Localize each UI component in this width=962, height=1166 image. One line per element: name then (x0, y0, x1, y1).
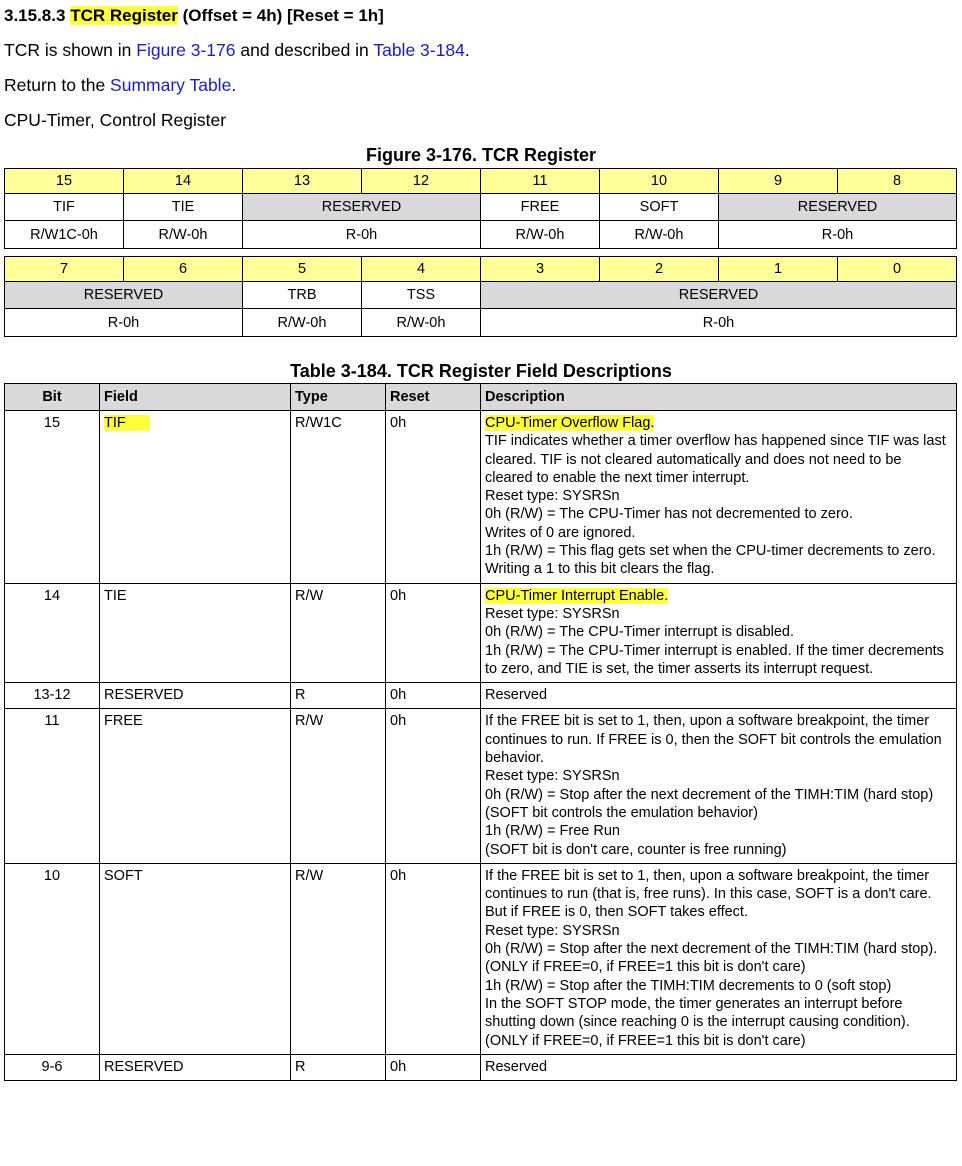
access-reserved: R-0h (719, 221, 957, 249)
bit-number: 5 (243, 257, 362, 282)
figure-caption: Figure 3-176. TCR Register (365, 145, 597, 165)
header-description: Description (481, 384, 957, 411)
cell-field: RESERVED (100, 1054, 291, 1080)
field-name-row (5, 194, 957, 221)
cell-type: R/W (291, 709, 386, 863)
field-free: FREE (481, 194, 600, 221)
table-row (5, 863, 957, 1054)
description-line: (ONLY if FREE=0, if FREE=1 this bit is don't care) (485, 1032, 806, 1049)
description-line: Reset type: SYSRSn (485, 605, 620, 622)
summary-table-link[interactable]: Summary Table (110, 75, 232, 95)
cell-reset: 0h (386, 1054, 481, 1080)
cell-field: RESERVED (100, 683, 291, 709)
return-text: Return to the (4, 75, 111, 95)
cell-bit: 9-6 (5, 1054, 100, 1080)
cell-field: TIE (100, 583, 291, 682)
access-tie: R/W-0h (124, 221, 243, 249)
table-row (5, 411, 957, 584)
cell-description (481, 583, 957, 682)
description-line: Reserved (485, 1058, 548, 1075)
field-highlight: TIF (104, 415, 150, 431)
cell-description (481, 411, 957, 584)
cell-field (100, 411, 291, 584)
register-name: TCR Register (70, 6, 178, 25)
access-row (5, 221, 957, 249)
description-highlight: CPU-Timer Overflow Flag. (485, 415, 655, 431)
table-row (5, 683, 957, 709)
return-line (4, 75, 236, 96)
cell-bit: 11 (5, 709, 100, 863)
cell-reset: 0h (386, 683, 481, 709)
description-line: 0h (R/W) = Stop after the next decrement of the TIMH:TIM (hard stop) (485, 786, 934, 803)
cell-bit: 10 (5, 863, 100, 1054)
cell-type: R/W (291, 863, 386, 1054)
field-description-table (4, 383, 957, 1081)
description-line: TIF indicates whether a timer overflow has happened since TIF was last cleared. TIF is not cleared automatically and does not need to be cleared to enable the next timer interrupt. (485, 433, 946, 486)
field-reserved: RESERVED (243, 194, 481, 221)
register-offset-reset: (Offset = 4h) [Reset = 1h] (182, 6, 384, 25)
table-caption: Table 3-184. TCR Register Field Descriptions (290, 361, 672, 381)
field-name-row (5, 282, 957, 309)
bit-number: 15 (5, 169, 124, 194)
cell-type: R/W1C (291, 411, 386, 584)
intro-text: TCR is shown in (4, 40, 137, 60)
field-soft: SOFT (600, 194, 719, 221)
header-field: Field (100, 384, 291, 411)
bit-number: 3 (481, 257, 600, 282)
description-line: If the FREE bit is set to 1, then, upon a software breakpoint, the timer continues to run. If FREE is 0, then the SOFT bit controls the emulation behavior. (485, 713, 942, 767)
table-row (5, 709, 957, 863)
table-header-row (5, 384, 957, 411)
field-reserved: RESERVED (5, 282, 243, 309)
description-line: Reset type: SYSRSn (485, 768, 620, 785)
register-diagram-upper (4, 168, 957, 249)
field-reserved: RESERVED (719, 194, 957, 221)
description-line: 1h (R/W) = Free Run (485, 823, 620, 840)
bit-number: 13 (243, 169, 362, 194)
access-reserved: R-0h (481, 309, 957, 337)
access-free: R/W-0h (481, 221, 600, 249)
access-tif: R/W1C-0h (5, 221, 124, 249)
table-row (5, 1054, 957, 1080)
bit-number: 6 (124, 257, 243, 282)
cell-description (481, 683, 957, 709)
header-bit: Bit (5, 384, 100, 411)
register-description: CPU-Timer, Control Register (4, 110, 227, 130)
section-number: 3.15.8.3 (4, 6, 66, 25)
description-line: (SOFT bit is don't care, counter is free running) (485, 841, 787, 858)
description-highlight: CPU-Timer Interrupt Enable. (485, 587, 669, 604)
cell-bit: 13-12 (5, 683, 100, 709)
cell-description (481, 863, 957, 1054)
return-text: . (231, 75, 237, 95)
access-row (5, 309, 957, 337)
cell-reset: 0h (386, 709, 481, 863)
description-line: In the SOFT STOP mode, the timer generates an interrupt before shutting down (since reaching 0 is the interrupt causing condition). (485, 995, 910, 1031)
cell-reset: 0h (386, 863, 481, 1054)
bit-number: 1 (719, 257, 838, 282)
cell-type: R (291, 683, 386, 709)
description-line: 1h (R/W) = Stop after the TIMH:TIM decrements to 0 (soft stop) (485, 977, 892, 994)
table-link[interactable]: Table 3-184 (373, 40, 465, 60)
bit-number-row (5, 257, 957, 282)
cell-field: SOFT (100, 863, 291, 1054)
description-line: Reset type: SYSRSn (485, 922, 620, 939)
access-soft: R/W-0h (600, 221, 719, 249)
header-reset: Reset (386, 384, 481, 411)
bit-number: 11 (481, 169, 600, 194)
bit-number: 4 (362, 257, 481, 282)
description-line: 0h (R/W) = The CPU-Timer interrupt is disabled. (485, 624, 795, 641)
cell-type: R/W (291, 583, 386, 682)
section-heading (4, 6, 384, 26)
cell-bit: 14 (5, 583, 100, 682)
cell-type: R (291, 1054, 386, 1080)
bit-number: 12 (362, 169, 481, 194)
field-tie: TIE (124, 194, 243, 221)
description-line: Writing a 1 to this bit clears the flag. (485, 561, 715, 578)
table-row (5, 583, 957, 682)
register-diagram-lower (4, 256, 957, 337)
cell-description (481, 1054, 957, 1080)
description-line: 1h (R/W) = The CPU-Timer interrupt is enabled. If the timer decrements to zero, and TIE is set, the timer asserts its interrupt request. (485, 642, 944, 677)
description-line (485, 587, 952, 605)
figure-link[interactable]: Figure 3-176 (136, 40, 236, 60)
description-line (485, 414, 952, 432)
bit-number: 0 (838, 257, 957, 282)
intro-text: and described in (235, 40, 374, 60)
description-line: (ONLY if FREE=0, if FREE=1 this bit is don't care) (485, 959, 806, 976)
cell-bit: 15 (5, 411, 100, 584)
description-line: 0h (R/W) = The CPU-Timer has not decremented to zero. (485, 506, 853, 523)
field-tif: TIF (5, 194, 124, 221)
cell-reset: 0h (386, 411, 481, 584)
bit-number: 10 (600, 169, 719, 194)
intro-text: . (464, 40, 470, 60)
description-line: Writes of 0 are ignored. (485, 524, 636, 541)
bit-number: 9 (719, 169, 838, 194)
bit-number: 7 (5, 257, 124, 282)
cell-field: FREE (100, 709, 291, 863)
description-line: If the FREE bit is set to 1, then, upon a software breakpoint, the timer continues to run (that is, free runs). In this case, SOFT is a don't care. But if FREE is 0, then SOFT takes effect. (485, 867, 932, 921)
access-reserved: R-0h (5, 309, 243, 337)
intro-shown-line (4, 40, 470, 61)
description-line: Reset type: SYSRSn (485, 488, 620, 505)
access-reserved: R-0h (243, 221, 481, 249)
cell-description (481, 709, 957, 863)
description-line: Reserved (485, 687, 548, 704)
cell-reset: 0h (386, 583, 481, 682)
field-trb: TRB (243, 282, 362, 309)
access-tss: R/W-0h (362, 309, 481, 337)
header-type: Type (291, 384, 386, 411)
description-line: (SOFT bit controls the emulation behavior) (485, 804, 758, 821)
access-trb: R/W-0h (243, 309, 362, 337)
description-line: 1h (R/W) = This flag gets set when the CPU-timer decrements to zero. (485, 543, 936, 560)
bit-number: 2 (600, 257, 719, 282)
bit-number: 14 (124, 169, 243, 194)
bit-number: 8 (838, 169, 957, 194)
description-line: 0h (R/W) = Stop after the next decrement of the TIMH:TIM (hard stop). (485, 941, 938, 958)
field-tss: TSS (362, 282, 481, 309)
field-reserved: RESERVED (481, 282, 957, 309)
bit-number-row (5, 169, 957, 194)
